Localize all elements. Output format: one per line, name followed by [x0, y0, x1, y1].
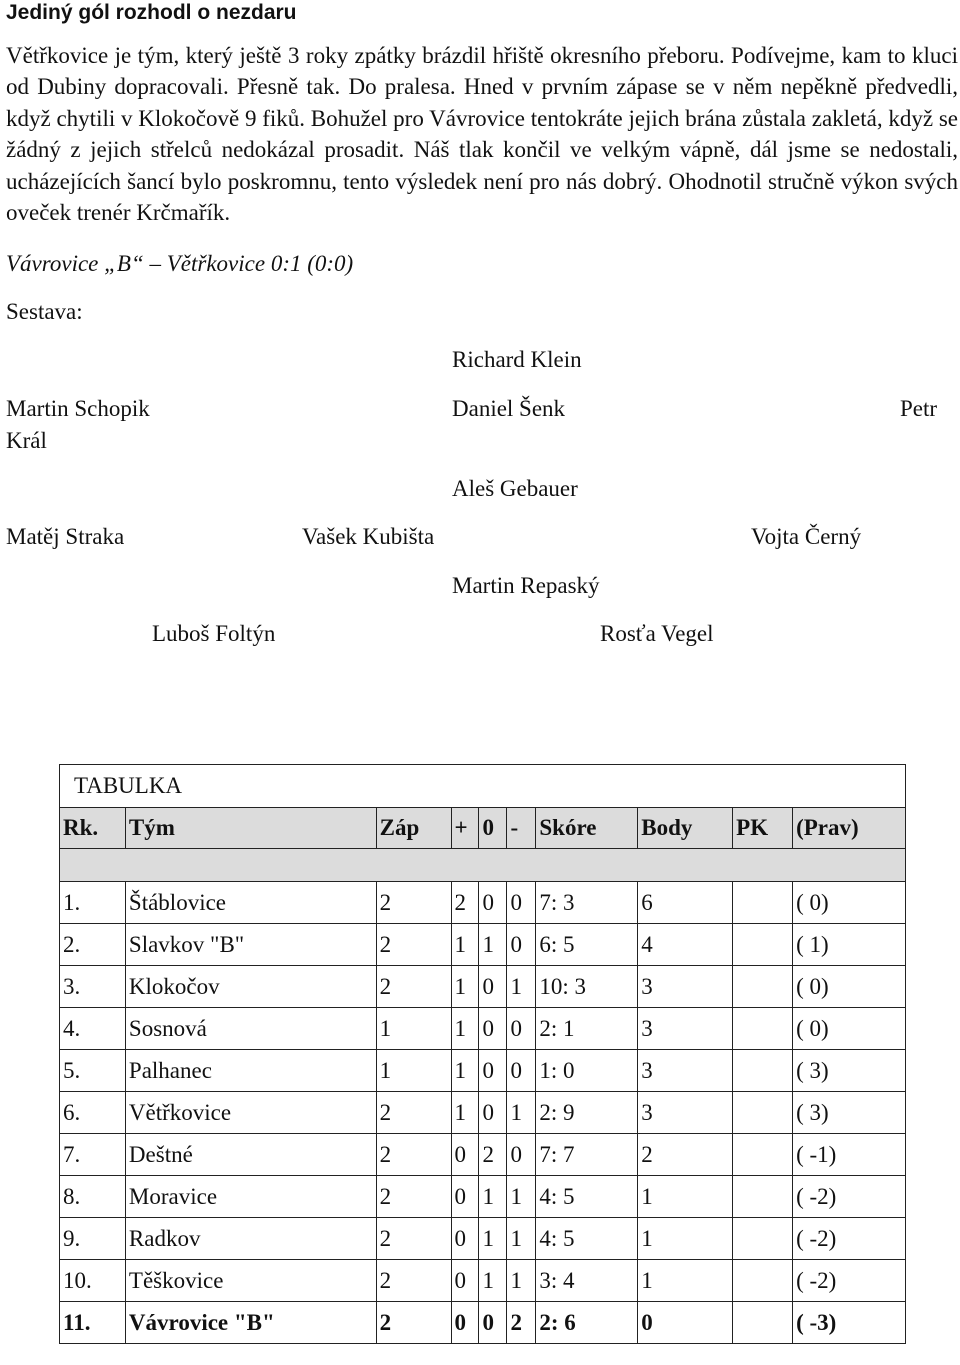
- table-cell: 7: 3: [536, 882, 638, 924]
- table-cell: 0: [479, 1302, 507, 1344]
- table-cell: [733, 1134, 793, 1176]
- table-cell: 1: [638, 1260, 733, 1302]
- lineup-def-right-first: Petr: [900, 396, 938, 421]
- table-row: [60, 882, 906, 924]
- table-cell: Deštné: [125, 1134, 376, 1176]
- table-cell: Slavkov "B": [125, 924, 376, 966]
- table-cell: Radkov: [125, 1218, 376, 1260]
- table-cell: 2: 6: [536, 1302, 638, 1344]
- table-cell: [733, 882, 793, 924]
- lineup-def-right-second: Král: [6, 428, 47, 453]
- table-row: [60, 1050, 906, 1092]
- table-cell: 3: [638, 1092, 733, 1134]
- table-cell: 4.: [60, 1008, 126, 1050]
- table-cell: 1: [507, 966, 536, 1008]
- match-result: Vávrovice „B“ – Větřkovice 0:1 (0:0): [6, 251, 354, 276]
- table-cell: 6.: [60, 1092, 126, 1134]
- table-cell: 1: [479, 1176, 507, 1218]
- table-cell: ( 3): [793, 1050, 906, 1092]
- table-cell: Klokočov: [125, 966, 376, 1008]
- lineup-def-center-2: Aleš Gebauer: [452, 476, 578, 501]
- table-row: [60, 1008, 906, 1050]
- table-cell: 5.: [60, 1050, 126, 1092]
- table-cell: [733, 1302, 793, 1344]
- table-cell: ( 3): [793, 1092, 906, 1134]
- table-cell: 3: [638, 1050, 733, 1092]
- table-cell: 1: [376, 1050, 451, 1092]
- table-cell: 2: [376, 882, 451, 924]
- table-cell: [733, 966, 793, 1008]
- table-cell: 0: [479, 1008, 507, 1050]
- table-cell: Větřkovice: [125, 1092, 376, 1134]
- table-cell: 0: [507, 1008, 536, 1050]
- table-cell: 2: [376, 1302, 451, 1344]
- table-cell: 2: [507, 1302, 536, 1344]
- table-cell: Těškovice: [125, 1260, 376, 1302]
- lineup-def-left: Martin Schopik: [6, 396, 150, 421]
- table-cell: 0: [451, 1176, 479, 1218]
- lineup-fwd-left: Luboš Foltýn: [152, 621, 276, 646]
- article-title: Jediný gól rozhodl o nezdaru: [6, 1, 297, 24]
- table-row: [60, 1260, 906, 1302]
- table-cell: Štáblovice: [125, 882, 376, 924]
- table-cell: ( -1): [793, 1134, 906, 1176]
- table-cell: 0: [479, 1092, 507, 1134]
- table-cell: 0: [451, 1302, 479, 1344]
- table-cell: 2: 1: [536, 1008, 638, 1050]
- table-cell: 0: [479, 882, 507, 924]
- table-cell: ( -3): [793, 1302, 906, 1344]
- table-cell: Sosnová: [125, 1008, 376, 1050]
- table-cell: [733, 1050, 793, 1092]
- table-cell: 2: [376, 1092, 451, 1134]
- table-cell: ( 1): [793, 924, 906, 966]
- lineup-label: Sestava:: [6, 299, 83, 324]
- table-cell: 1.: [60, 882, 126, 924]
- table-cell: ( 0): [793, 966, 906, 1008]
- lineup-goalkeeper: Richard Klein: [452, 347, 582, 372]
- table-cell: ( -2): [793, 1176, 906, 1218]
- table-cell: [733, 1218, 793, 1260]
- table-cell: Vávrovice "B": [125, 1302, 376, 1344]
- table-cell: 0: [451, 1218, 479, 1260]
- table-cell: 1: [507, 1218, 536, 1260]
- table-caption: TABULKA: [60, 765, 906, 808]
- lineup-mid-right: Vojta Černý: [751, 524, 862, 549]
- table-cell: [733, 1176, 793, 1218]
- table-cell: 3: 4: [536, 1260, 638, 1302]
- lineup-def-center: Daniel Šenk: [452, 396, 566, 421]
- table-cell: 2: [376, 1218, 451, 1260]
- table-header-cell: -: [507, 808, 536, 849]
- table-cell: 0: [451, 1134, 479, 1176]
- table-header-row: [60, 808, 906, 849]
- table-cell: 2.: [60, 924, 126, 966]
- table-cell: ( -2): [793, 1260, 906, 1302]
- table-cell: 1: [638, 1218, 733, 1260]
- table-cell: 1: [376, 1008, 451, 1050]
- table-cell: 2: [451, 882, 479, 924]
- table-row: [60, 1218, 906, 1260]
- table-cell: 8.: [60, 1176, 126, 1218]
- league-table: [59, 764, 906, 1344]
- table-header-cell: +: [451, 808, 479, 849]
- table-cell: 2: [376, 1134, 451, 1176]
- table-cell: 1: [507, 1260, 536, 1302]
- table-header-cell: Skóre: [536, 808, 638, 849]
- lineup-mid-left: Matěj Straka: [6, 524, 125, 549]
- table-header-cell: PK: [733, 808, 793, 849]
- table-cell: 2: [376, 924, 451, 966]
- table-cell: [733, 1260, 793, 1302]
- article-paragraph: Větřkovice je tým, který ještě 3 roky zpátky brázdil hřiště okresního přeboru. Podívejme, kam to kluci od Dubiny dopracovali. Přesně tak. Do pralesa. Hned v prvním zápase se v něm nepěkně předvedli, když chytili v Klokočově 9 fiků. Bohužel pro Vávrovice tentokráte jejich brána zůstala zakletá, když se žádný z jejich střelců nedokázal prosadit. Náš tlak končil ve velkým vápně, dál jsme se nedostali, ucházejících šancí bylo poskromnu, tento výsledek není pro nás dobrý. Ohodnotil stručně výkon svých oveček trenér Krčmařík.: [6, 43, 958, 226]
- table-cell: 4: 5: [536, 1218, 638, 1260]
- table-cell: 2: [638, 1134, 733, 1176]
- table-cell: Palhanec: [125, 1050, 376, 1092]
- table-cell: ( -2): [793, 1218, 906, 1260]
- table-header-cell: Tým: [125, 808, 376, 849]
- table-row: [60, 1302, 906, 1344]
- table-cell: 7: 7: [536, 1134, 638, 1176]
- table-cell: 9.: [60, 1218, 126, 1260]
- table-cell: 10: 3: [536, 966, 638, 1008]
- table-cell: 7.: [60, 1134, 126, 1176]
- table-cell: 1: [451, 1008, 479, 1050]
- table-cell: 4: 5: [536, 1176, 638, 1218]
- table-header-cell: Body: [638, 808, 733, 849]
- table-cell: 10.: [60, 1260, 126, 1302]
- table-cell: 1: [507, 1092, 536, 1134]
- table-header-cell: 0: [479, 808, 507, 849]
- table-cell: [733, 924, 793, 966]
- table-cell: 3: [638, 966, 733, 1008]
- lineup-mid-center: Martin Repaský: [452, 573, 600, 598]
- table-cell: 0: [479, 1050, 507, 1092]
- lineup-mid-center-left: Vašek Kubišta: [302, 524, 435, 549]
- table-cell: 1: [479, 924, 507, 966]
- table-cell: 3: [638, 1008, 733, 1050]
- table-cell: 1: [451, 1092, 479, 1134]
- table-cell: 6: [638, 882, 733, 924]
- table-cell: 1: [479, 1218, 507, 1260]
- table-cell: 6: 5: [536, 924, 638, 966]
- table-row: [60, 924, 906, 966]
- table-cell: 3.: [60, 966, 126, 1008]
- table-cell: 2: [376, 966, 451, 1008]
- table-cell: 1: [451, 1050, 479, 1092]
- table-header-cell: Záp: [376, 808, 451, 849]
- table-cell: 0: [638, 1302, 733, 1344]
- table-cell: 0: [479, 966, 507, 1008]
- table-cell: 2: [479, 1134, 507, 1176]
- table-cell: 0: [507, 882, 536, 924]
- table-row: [60, 1176, 906, 1218]
- table-cell: 4: [638, 924, 733, 966]
- table-cell: [733, 1008, 793, 1050]
- table-cell: 1: 0: [536, 1050, 638, 1092]
- table-cell: 1: [451, 966, 479, 1008]
- table-cell: 1: [479, 1260, 507, 1302]
- table-cell: 0: [507, 924, 536, 966]
- table-cell: ( 0): [793, 882, 906, 924]
- table-cell: 0: [507, 1050, 536, 1092]
- table-cell: 0: [507, 1134, 536, 1176]
- table-header-cell: Rk.: [60, 808, 126, 849]
- table-cell: 11.: [60, 1302, 126, 1344]
- table-cell: [733, 1092, 793, 1134]
- table-row: [60, 1134, 906, 1176]
- table-row: [60, 1092, 906, 1134]
- table-cell: Moravice: [125, 1176, 376, 1218]
- table-cell: 1: [451, 924, 479, 966]
- table-spacer-row: [60, 849, 906, 882]
- table-cell: 1: [507, 1176, 536, 1218]
- lineup-fwd-right: Rosťa Vegel: [600, 621, 714, 646]
- table-cell: 2: [376, 1260, 451, 1302]
- table-cell: 2: 9: [536, 1092, 638, 1134]
- table-cell: 0: [451, 1260, 479, 1302]
- table-cell: 2: [376, 1176, 451, 1218]
- table-row: [60, 966, 906, 1008]
- table-header-cell: (Prav): [793, 808, 906, 849]
- table-cell: ( 0): [793, 1008, 906, 1050]
- table-cell: 1: [638, 1176, 733, 1218]
